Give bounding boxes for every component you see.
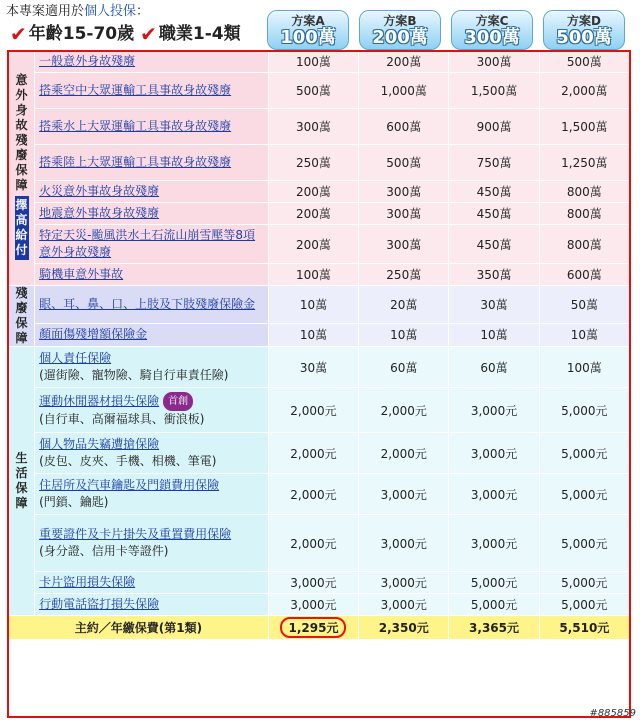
table-row [9,51,630,73]
category-life [9,347,35,616]
check-icon: ✔ [140,22,157,46]
coverage-value: 1,500萬 [539,109,629,145]
coverage-value: 2,000元 [268,433,358,474]
coverage-value: 5,000元 [539,572,629,594]
premium-amount: 2,350元 [378,621,429,635]
coverage-link[interactable]: 眼、耳、鼻、口、上肢及下肢殘廢保險金 [39,296,256,311]
coverage-value: 750萬 [449,145,539,181]
coverage-value: 1,250萬 [539,145,629,181]
coverage-value: 50萬 [539,286,629,324]
coverage-name-cell [35,181,269,203]
category-disability [9,286,35,347]
coverage-value: 2,000元 [268,515,358,572]
coverage-name-cell [35,515,269,572]
coverage-name-cell [35,51,269,73]
coverage-link[interactable]: 卡片盜用損失保險 [39,575,136,589]
coverage-name-cell [35,109,269,145]
premium-value [268,616,358,640]
total-label: 主約／年繳保費(第1類) [9,616,269,640]
category-accident [9,51,35,286]
coverage-value: 100萬 [268,264,358,286]
coverage-value: 3,000元 [359,572,449,594]
coverage-value: 450萬 [449,203,539,225]
table-row [9,515,630,572]
coverage-value: 60萬 [449,347,539,388]
coverage-value: 30萬 [449,286,539,324]
coverage-link[interactable]: 火災意外事故身故殘廢 [39,184,160,198]
premium-amount: 3,365元 [469,621,520,635]
coverage-value: 5,000元 [449,594,539,616]
coverage-value: 5,000元 [539,515,629,572]
coverage-value: 800萬 [539,225,629,264]
coverage-value: 2,000元 [359,388,449,433]
coverage-link[interactable]: 個人責任保險 [39,351,112,365]
premium-amount: 5,510元 [559,621,610,635]
coverage-value: 300萬 [359,225,449,264]
category-highlight: 擇高給付 [15,196,29,260]
table-row [9,181,630,203]
coverage-value: 1,500萬 [449,73,539,109]
coverage-value: 100萬 [268,51,358,73]
coverage-value: 3,000元 [449,474,539,515]
coverage-value: 300萬 [359,203,449,225]
coverage-name-cell [35,572,269,594]
premium-amount: 1,295元 [280,617,346,638]
plan-header-b: 方案B 200萬 [359,10,441,50]
category-label: 生活保障 [15,451,28,510]
coverage-value: 600萬 [359,109,449,145]
coverage-value: 20萬 [359,286,449,324]
category-label: 殘廢保障 [15,286,28,345]
eligibility-occupation: 職業1-4類 [158,24,241,44]
coverage-value: 200萬 [268,181,358,203]
coverage-value: 2,000萬 [539,73,629,109]
coverage-value: 2,000元 [359,433,449,474]
coverage-name-cell [35,388,269,433]
coverage-link[interactable]: 顏面傷殘增額保險金 [39,327,148,342]
coverage-subtext: (自行車、高爾福球具、衝浪板) [39,412,205,426]
coverage-link[interactable]: 一般意外身故殘廢 [39,54,136,68]
coverage-value: 300萬 [449,51,539,73]
premium-value [449,616,539,640]
coverage-value: 3,000元 [268,594,358,616]
coverage-value: 500萬 [268,73,358,109]
coverage-value: 10萬 [359,323,449,346]
coverage-value: 10萬 [268,286,358,324]
coverage-value: 2,000元 [268,474,358,515]
check-icon: ✔ [10,22,27,46]
table-row [9,433,630,474]
coverage-link[interactable]: 行動電話盜打損失保險 [39,597,160,611]
eligibility-line [10,24,247,44]
coverage-name-cell [35,286,269,324]
eligibility-age: 年齡15-70歲 [28,24,135,44]
coverage-value: 200萬 [268,225,358,264]
coverage-name-cell [35,73,269,109]
plan-header-a: 方案A 100萬 [267,10,349,50]
table-row [9,388,630,433]
coverage-subtext: (門鎖、鑰匙) [39,495,109,509]
coverage-table [8,50,630,640]
table-row [9,323,630,346]
table-row [9,264,630,286]
coverage-value: 3,000元 [449,515,539,572]
coverage-value: 100萬 [539,347,629,388]
coverage-value: 5,000元 [539,433,629,474]
coverage-name-cell [35,474,269,515]
table-row [9,145,630,181]
coverage-value: 500萬 [359,145,449,181]
coverage-name-cell [35,433,269,474]
coverage-link[interactable]: 運動休閒器材損失保險 [39,394,160,408]
intro-text: 本專案適用於個人投保： [6,4,150,19]
coverage-value: 2,000元 [268,388,358,433]
first-badge: 首創 [163,392,193,411]
coverage-link[interactable]: 搭乘空中大眾運輸工具事故身故殘廢 [39,83,232,97]
coverage-value: 10萬 [268,323,358,346]
coverage-value: 5,000元 [539,388,629,433]
coverage-name-cell [35,203,269,225]
coverage-value: 250萬 [359,264,449,286]
coverage-value: 3,000元 [359,594,449,616]
coverage-value: 500萬 [539,51,629,73]
plan-header-c: 方案C 300萬 [451,10,533,50]
coverage-subtext: (身分證、信用卡等證件) [39,544,169,558]
coverage-value: 3,000元 [449,388,539,433]
coverage-link[interactable]: 騎機車意外事故 [39,267,124,281]
coverage-link[interactable]: 個人物品失竊遭搶保險 [39,437,160,451]
coverage-name-cell [35,145,269,181]
table-row [9,572,630,594]
coverage-value: 5,000元 [449,572,539,594]
coverage-link[interactable]: 重要證件及卡片掛失及重置費用保險 [39,527,232,541]
premium-value [539,616,629,640]
watermark: #885859 [589,708,636,719]
coverage-value: 5,000元 [539,594,629,616]
coverage-link[interactable]: 特定天災-颱風洪水土石流山崩雪壓等8項意外身故殘廢 [39,228,256,259]
table-row [9,474,630,515]
coverage-value: 800萬 [539,181,629,203]
table-row [9,109,630,145]
coverage-value: 3,000元 [449,433,539,474]
coverage-value: 3,000元 [268,572,358,594]
coverage-link[interactable]: 搭乘陸上大眾運輸工具事故身故殘廢 [39,155,232,169]
coverage-value: 900萬 [449,109,539,145]
coverage-value: 3,000元 [359,515,449,572]
category-label: 意外身故殘廢保障 [15,73,28,192]
coverage-value: 10萬 [449,323,539,346]
premium-value [359,616,449,640]
coverage-value: 300萬 [359,181,449,203]
coverage-name-cell [35,264,269,286]
coverage-value: 250萬 [268,145,358,181]
coverage-value: 30萬 [268,347,358,388]
coverage-value: 450萬 [449,225,539,264]
coverage-name-cell [35,323,269,346]
coverage-value: 200萬 [268,203,358,225]
coverage-value: 800萬 [539,203,629,225]
table-row [9,225,630,264]
coverage-value: 200萬 [359,51,449,73]
coverage-link[interactable]: 住居所及汽車鑰匙及門鎖費用保險 [39,478,220,492]
coverage-value: 600萬 [539,264,629,286]
coverage-value: 1,000萬 [359,73,449,109]
table-row [9,594,630,616]
plan-header-d: 方案D 500萬 [543,10,625,50]
coverage-value: 60萬 [359,347,449,388]
table-row [9,347,630,388]
coverage-value: 3,000元 [359,474,449,515]
coverage-value: 300萬 [268,109,358,145]
coverage-subtext: (遛街險、寵物險、騎自行車責任險) [39,368,229,382]
total-premium-row [9,616,630,640]
coverage-value: 10萬 [539,323,629,346]
coverage-name-cell [35,347,269,388]
table-row [9,73,630,109]
coverage-link[interactable]: 搭乘水上大眾運輸工具事故身故殘廢 [39,119,232,133]
coverage-name-cell [35,594,269,616]
coverage-subtext: (皮包、皮夾、手機、相機、筆電) [39,454,217,468]
coverage-name-cell [35,225,269,264]
coverage-value: 350萬 [449,264,539,286]
table-row [9,203,630,225]
table-row [9,286,630,324]
coverage-value: 450萬 [449,181,539,203]
coverage-link[interactable]: 地震意外事故身故殘廢 [39,206,160,220]
coverage-value: 5,000元 [539,474,629,515]
